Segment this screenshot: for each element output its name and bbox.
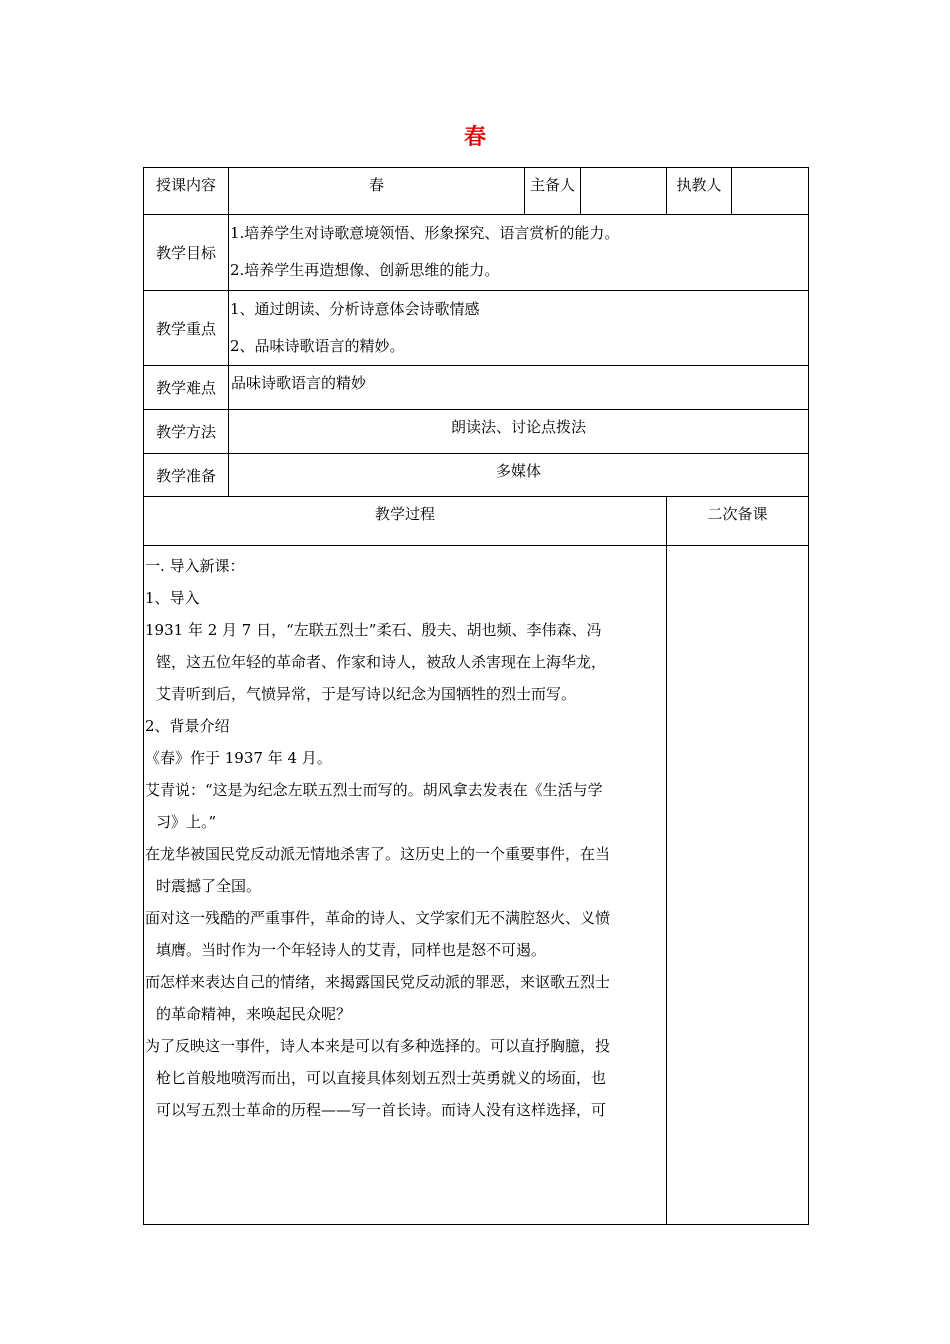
key-item: 2、品味诗歌语言的精妙。: [230, 337, 405, 355]
process-line: 艾青说：“这是为纪念左联五烈士而写的。胡风拿去发表在《生活与学: [145, 781, 603, 799]
main-prep-value: [581, 168, 667, 215]
process-line: 铿，这五位年轻的革命者、作家和诗人，被敌人杀害现在上海华龙，: [156, 653, 607, 671]
second-prep-header: 二次备课: [667, 497, 809, 546]
method-label: 教学方法: [144, 410, 229, 454]
process-line: 可以写五烈士革命的历程——写一首长诗。而诗人没有这样选择，可: [156, 1101, 607, 1119]
process-header: 教学过程: [144, 497, 667, 546]
goals-label: 教学目标: [144, 215, 229, 291]
process-line: 填膺。当时作为一个年轻诗人的艾青，同样也是怒不可遏。: [156, 941, 547, 959]
prep-value: 多媒体: [229, 454, 809, 497]
process-line: 一. 导入新课：: [145, 557, 245, 575]
row-prep: [144, 454, 809, 497]
lesson-plan-table: [143, 167, 809, 1225]
process-line: 习》上。”: [156, 813, 217, 831]
prep-label: 教学准备: [144, 454, 229, 497]
row-process-header: [144, 497, 809, 546]
row-content: [144, 168, 809, 215]
goal-item: 2.培养学生再造想像、创新思维的能力。: [230, 261, 500, 279]
row-method: [144, 410, 809, 454]
key-cell: [229, 291, 809, 366]
row-process-body: [144, 546, 809, 1225]
row-difficulty: [144, 366, 809, 410]
process-line: 时震撼了全国。: [156, 877, 262, 895]
second-prep-body: [667, 546, 809, 1225]
main-prep-label: 主备人: [525, 168, 581, 215]
process-line: 为了反映这一事件，诗人本来是可以有多种选择的。可以直抒胸臆，投: [145, 1037, 611, 1055]
process-line: 1931 年 2 月 7 日，“左联五烈士”柔石、殷夫、胡也频、李伟森、冯: [145, 621, 602, 639]
goal-item: 1.培养学生对诗歌意境领悟、形象探究、语言赏析的能力。: [230, 224, 620, 242]
process-line: 1、导入: [145, 589, 200, 607]
process-line: 而怎样来表达自己的情绪，来揭露国民党反动派的罪恶，来讴歌五烈士: [145, 973, 611, 991]
process-line: 面对这一残酷的严重事件，革命的诗人、文学家们无不满腔怒火、义愤: [145, 909, 611, 927]
key-label: 教学重点: [144, 291, 229, 366]
process-body: [144, 546, 667, 1225]
row-key-points: [144, 291, 809, 366]
process-line: 枪匕首般地喷泻而出，可以直接具体刻划五烈士英勇就义的场面，也: [156, 1069, 607, 1087]
process-line: 艾青听到后，气愤异常，于是写诗以纪念为国牺牲的烈士而写。: [156, 685, 577, 703]
content-label: 授课内容: [144, 168, 229, 215]
row-goals: [144, 215, 809, 291]
goals-cell: [229, 215, 809, 291]
key-item: 1、通过朗读、分析诗意体会诗歌情感: [230, 300, 480, 318]
process-line: 《春》作于 1937 年 4 月。: [145, 749, 332, 767]
process-line: 2、背景介绍: [145, 717, 230, 735]
page-title: 春: [463, 124, 486, 150]
process-line: 的革命精神，来唤起民众呢？: [156, 1005, 352, 1023]
difficulty-label: 教学难点: [144, 366, 229, 410]
process-line: 在龙华被国民党反动派无情地杀害了。这历史上的一个重要事件，在当: [145, 845, 611, 863]
teacher-value: [732, 168, 809, 215]
content-value: 春: [229, 168, 525, 215]
method-value: 朗读法、讨论点拨法: [229, 410, 809, 454]
difficulty-value: 品味诗歌语言的精妙: [229, 366, 809, 410]
teacher-label: 执教人: [667, 168, 732, 215]
